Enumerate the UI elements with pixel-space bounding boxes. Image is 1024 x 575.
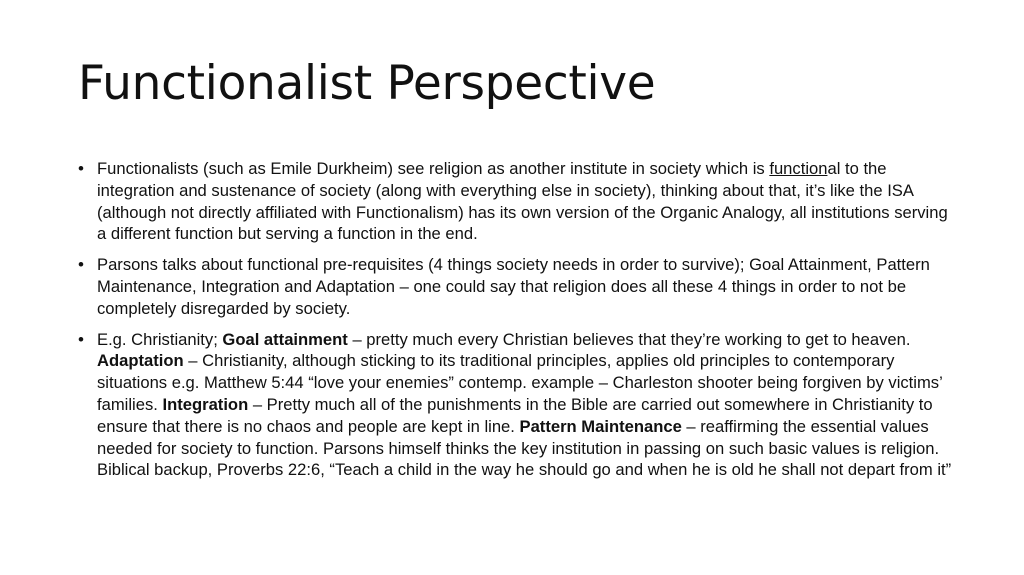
text-segment: Functionalists (such as Emile Durkheim) see religion as another institute in society which is — [97, 159, 770, 178]
bullet-list — [78, 158, 958, 490]
text-segment: – pretty much every Christian believes that they’re working to get to heaven. — [347, 329, 911, 349]
slide-title: Functionalist Perspective — [78, 56, 656, 111]
bullet-glyph: • — [78, 255, 84, 275]
bullet-text — [97, 255, 930, 318]
text-segment: E.g. Christianity; — [97, 329, 223, 349]
text-segment: al to the integration and sustenance of society (along with everything else in society), thinking about that, it’s like the ISA (although not directly affiliated with Functionalism) has its own version of the Organic Analogy, all institutions serving a different function but serving a function in the end. — [97, 159, 948, 244]
bullet-glyph: • — [78, 159, 84, 178]
text-segment: – Pretty much all of the punishments in the Bible are carried out somewhere in Christianity to ensure that there is no chaos and people are kept in line. — [97, 394, 933, 436]
bullet-item-functionalists — [78, 158, 958, 245]
bullet-text — [97, 330, 951, 480]
bold-term-goal-attainment: Goal attainment — [222, 329, 348, 349]
text-segment: – reaffirming the essential values needed for society to function. Parsons himself thinks the key institution in passing on such basic values is religion. Biblical backup, Proverbs 22:6, “Teach a child in the way he should go and when he is old he shall not depart from it” — [97, 416, 952, 480]
text-segment: – Christianity, although sticking to its traditional principles, applies old principles to contemporary situations e.g. Matthew 5:44 “love your enemies” contemp. example – Charleston shooter being forgiven by victims’ families. — [97, 351, 943, 414]
bullet-item-parsons — [78, 254, 958, 319]
bullet-glyph: • — [78, 329, 84, 349]
text-segment: Parsons talks about functional pre-requisites (4 things society needs in order to survive); Goal Attainment, Pattern Maintenance, Integration and Adaptation – one could say that religion does all these 4 things in order to not be completely disregarded by society. — [97, 255, 930, 318]
bullet-text — [97, 159, 948, 243]
bullet-item-christianity-example — [78, 329, 958, 482]
bold-term-integration: Integration — [162, 394, 249, 414]
underlined-text-segment: function — [769, 159, 828, 178]
bold-term-adaptation: Adaptation — [97, 351, 184, 371]
bold-term-pattern-maintenance: Pattern Maintenance — [519, 416, 682, 436]
